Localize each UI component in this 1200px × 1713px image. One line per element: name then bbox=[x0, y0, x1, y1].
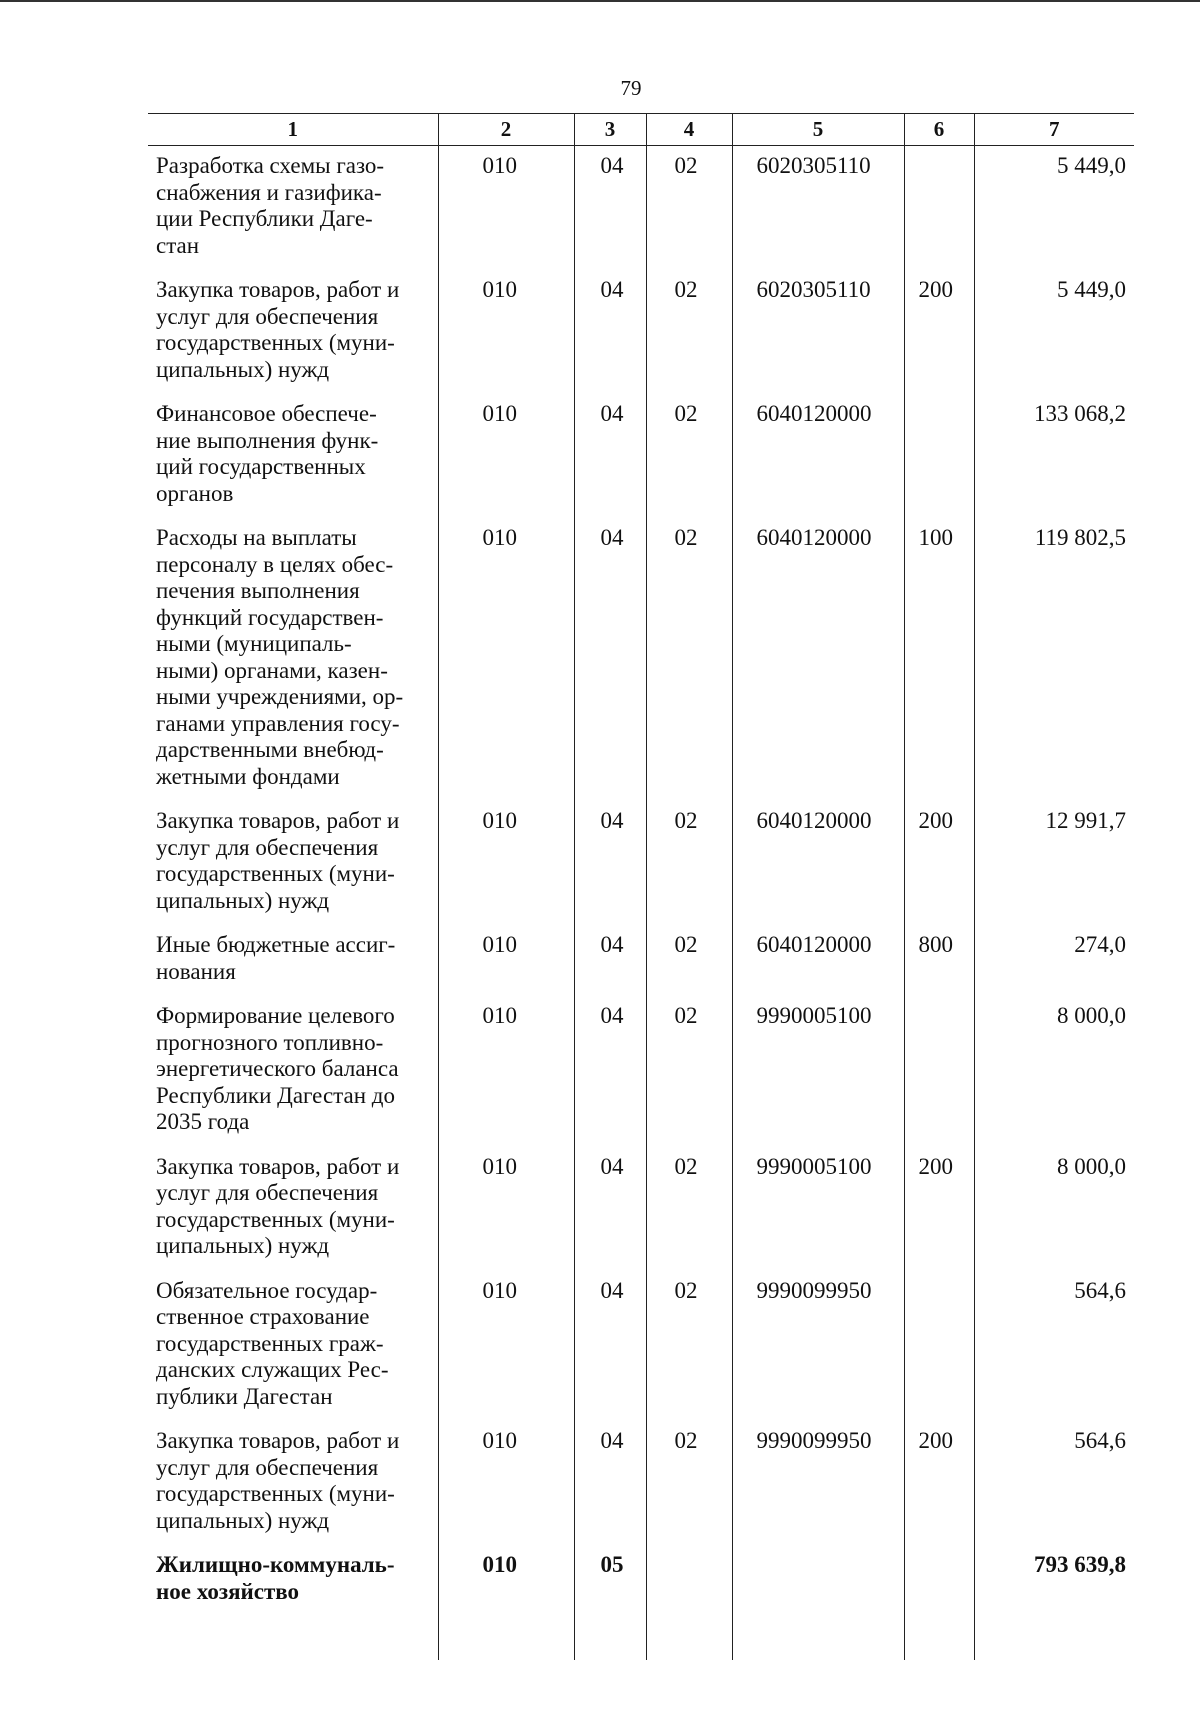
cell-sum: 793 639,8 bbox=[974, 1543, 1134, 1660]
cell-rz: 04 bbox=[574, 268, 646, 392]
cell-sum: 564,6 bbox=[974, 1269, 1134, 1420]
cell-gr: 010 bbox=[438, 1543, 574, 1660]
table-row-section-total bbox=[148, 1543, 1134, 1660]
table-row bbox=[148, 146, 1134, 269]
cell-name: Закупка товаров, работ и услуг для обеспечения государственных (муни- ципальных) нужд bbox=[156, 1428, 400, 1533]
table-body bbox=[148, 146, 1134, 1661]
cell-name: Закупка товаров, работ и услуг для обеспечения государственных (муни- ципальных) нужд bbox=[156, 808, 400, 913]
table-row bbox=[148, 994, 1134, 1145]
cell-name: Закупка товаров, работ и услуг для обеспечения государственных (муни- ципальных) нужд bbox=[156, 1153, 400, 1258]
cell-rz: 04 bbox=[574, 392, 646, 516]
cell-vr bbox=[904, 1543, 974, 1660]
table-header bbox=[148, 114, 1134, 146]
header-col-3: 3 bbox=[574, 114, 646, 146]
cell-name: Разработка схемы газо- снабжения и газифика- ции Республики Даге- стан bbox=[156, 153, 385, 258]
table-row bbox=[148, 1419, 1134, 1543]
cell-sum: 119 802,5 bbox=[974, 516, 1134, 799]
cell-sum: 564,6 bbox=[974, 1419, 1134, 1543]
cell-name: Финансовое обеспече- ние выполнения функ- ций государственных органов bbox=[156, 401, 379, 506]
cell-csr: 6040120000 bbox=[732, 799, 904, 923]
cell-pr: 02 bbox=[646, 1269, 732, 1420]
cell-name: Иные бюджетные ассиг- нования bbox=[156, 932, 396, 984]
cell-rz: 04 bbox=[574, 799, 646, 923]
cell-gr: 010 bbox=[438, 799, 574, 923]
cell-sum: 274,0 bbox=[974, 923, 1134, 994]
header-col-5: 5 bbox=[732, 114, 904, 146]
cell-gr: 010 bbox=[438, 392, 574, 516]
cell-name: Формирование целевого прогнозного топливно- энергетического баланса Республики Дагестан до 2035 года bbox=[156, 1003, 399, 1134]
cell-rz: 04 bbox=[574, 516, 646, 799]
cell-sum: 8 000,0 bbox=[974, 994, 1134, 1145]
cell-gr: 010 bbox=[438, 146, 574, 269]
budget-table bbox=[148, 113, 1134, 1660]
table-row bbox=[148, 1145, 1134, 1269]
cell-gr: 010 bbox=[438, 516, 574, 799]
cell-pr: 02 bbox=[646, 1145, 732, 1269]
cell-vr: 200 bbox=[904, 1419, 974, 1543]
cell-pr bbox=[646, 1543, 732, 1660]
cell-vr: 200 bbox=[904, 799, 974, 923]
cell-pr: 02 bbox=[646, 516, 732, 799]
cell-rz: 04 bbox=[574, 923, 646, 994]
cell-gr: 010 bbox=[438, 994, 574, 1145]
cell-pr: 02 bbox=[646, 923, 732, 994]
header-row bbox=[148, 114, 1134, 146]
header-col-1: 1 bbox=[287, 117, 298, 142]
table-row bbox=[148, 268, 1134, 392]
table-row bbox=[148, 923, 1134, 994]
cell-rz: 04 bbox=[574, 1145, 646, 1269]
cell-gr: 010 bbox=[438, 268, 574, 392]
table-row bbox=[148, 516, 1134, 799]
cell-rz: 04 bbox=[574, 994, 646, 1145]
cell-name: Жилищно-коммуналь- ное хозяйство bbox=[156, 1552, 395, 1604]
cell-csr: 6020305110 bbox=[732, 268, 904, 392]
header-col-2: 2 bbox=[438, 114, 574, 146]
cell-name: Обязательное государ- ственное страхование государственных граж- данских служащих Рес- публики Дагестан bbox=[156, 1277, 389, 1409]
cell-gr: 010 bbox=[438, 923, 574, 994]
cell-rz: 04 bbox=[574, 1269, 646, 1420]
cell-csr: 9990005100 bbox=[732, 1145, 904, 1269]
cell-csr: 9990005100 bbox=[732, 994, 904, 1145]
cell-csr: 6040120000 bbox=[732, 923, 904, 994]
cell-sum: 5 449,0 bbox=[974, 268, 1134, 392]
cell-sum: 5 449,0 bbox=[974, 146, 1134, 269]
cell-pr: 02 bbox=[646, 146, 732, 269]
cell-pr: 02 bbox=[646, 799, 732, 923]
cell-gr: 010 bbox=[438, 1145, 574, 1269]
cell-rz: 04 bbox=[574, 146, 646, 269]
cell-vr bbox=[904, 146, 974, 269]
cell-csr: 6040120000 bbox=[732, 392, 904, 516]
cell-pr: 02 bbox=[646, 392, 732, 516]
header-col-7: 7 bbox=[974, 114, 1134, 146]
cell-csr: 9990099950 bbox=[732, 1269, 904, 1420]
cell-csr bbox=[732, 1543, 904, 1660]
cell-vr: 100 bbox=[904, 516, 974, 799]
cell-rz: 05 bbox=[574, 1543, 646, 1660]
cell-vr bbox=[904, 392, 974, 516]
top-border-line bbox=[0, 0, 1200, 2]
cell-rz: 04 bbox=[574, 1419, 646, 1543]
cell-sum: 8 000,0 bbox=[974, 1145, 1134, 1269]
cell-pr: 02 bbox=[646, 1419, 732, 1543]
cell-sum: 12 991,7 bbox=[974, 799, 1134, 923]
table-row bbox=[148, 799, 1134, 923]
cell-vr bbox=[904, 1269, 974, 1420]
cell-csr: 9990099950 bbox=[732, 1419, 904, 1543]
cell-csr: 6040120000 bbox=[732, 516, 904, 799]
table-row bbox=[148, 1269, 1134, 1420]
header-col-4: 4 bbox=[646, 114, 732, 146]
cell-vr bbox=[904, 994, 974, 1145]
cell-gr: 010 bbox=[438, 1419, 574, 1543]
cell-sum: 133 068,2 bbox=[974, 392, 1134, 516]
cell-pr: 02 bbox=[646, 268, 732, 392]
cell-vr: 200 bbox=[904, 1145, 974, 1269]
cell-gr: 010 bbox=[438, 1269, 574, 1420]
cell-vr: 200 bbox=[904, 268, 974, 392]
header-col-6: 6 bbox=[904, 114, 974, 146]
table-row bbox=[148, 392, 1134, 516]
cell-vr: 800 bbox=[904, 923, 974, 994]
cell-csr: 6020305110 bbox=[732, 146, 904, 269]
cell-name: Расходы на выплаты персоналу в целях обес- печения выполнения функций государствен- ными (муниципаль- ными) органами, казен- ными учреждениями, ор- ганами управления госу- дарственными внебюд- жетными фондами bbox=[156, 525, 404, 789]
cell-pr: 02 bbox=[646, 994, 732, 1145]
page-number: 79 bbox=[620, 76, 642, 100]
cell-name: Закупка товаров, работ и услуг для обеспечения государственных (муни- ципальных) нужд bbox=[156, 277, 400, 382]
